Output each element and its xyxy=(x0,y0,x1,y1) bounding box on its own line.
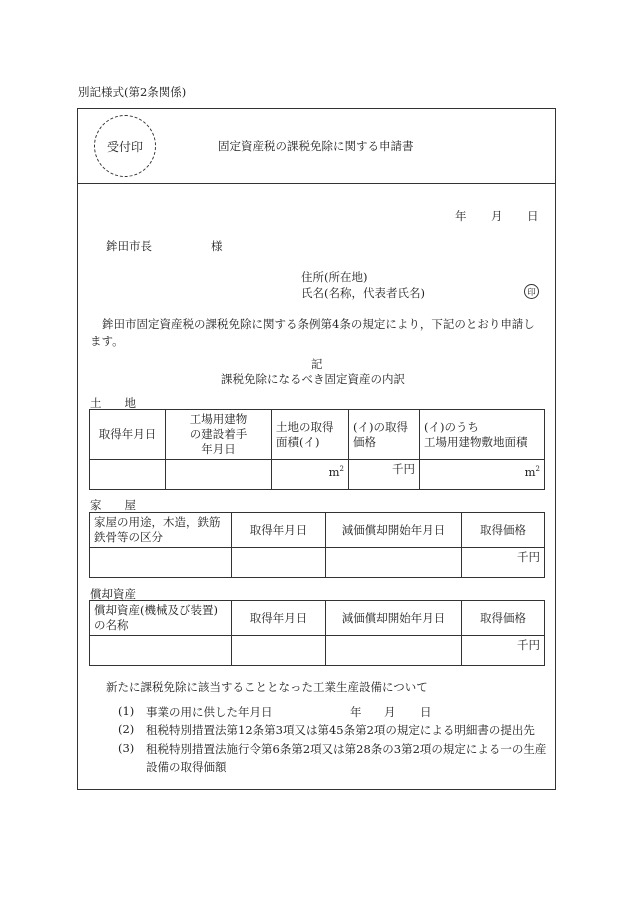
breakdown-title: 課税免除になるべき固定資産の内訳 xyxy=(221,372,405,386)
land-area-cell[interactable] xyxy=(272,460,349,490)
land-acquired-date-cell[interactable] xyxy=(90,460,166,490)
price-unit: 千円 xyxy=(517,638,540,652)
list-item-text: 租税特別措置法第12条第3項又は第45条第2項の規定による明細書の提出先 xyxy=(146,723,535,737)
depreciable-header-name xyxy=(90,601,232,636)
land-header-site-area xyxy=(420,410,545,460)
new-equipment-intro: 新たに課税免除に該当することとなった工業生産設備について xyxy=(106,680,428,694)
area-unit: m xyxy=(328,464,340,479)
list-item-number: (3) xyxy=(118,741,135,755)
house-header-depreciation-start: 減価償却開始年月日 xyxy=(326,513,462,548)
date-month: 月 xyxy=(384,705,396,719)
header-line: の名称 xyxy=(94,618,129,632)
site-area-unit-sup: 2 xyxy=(535,465,540,473)
form-reference-note: 別記様式(第2条関係) xyxy=(78,85,187,99)
header-line: 価格 xyxy=(353,434,376,449)
depreciable-price-cell[interactable] xyxy=(462,636,545,666)
land-table xyxy=(89,409,545,490)
date-day: 日 xyxy=(527,209,539,223)
house-header-acquired-date: 取得年月日 xyxy=(232,513,326,548)
reception-stamp xyxy=(94,115,156,177)
house-table xyxy=(89,512,545,578)
house-usage-cell[interactable] xyxy=(90,548,232,578)
addressee-suffix: 様 xyxy=(211,239,223,253)
depreciable-acquired-date-cell[interactable] xyxy=(232,636,326,666)
house-header-row xyxy=(90,513,545,548)
header-line: 工場用建物 xyxy=(189,412,248,426)
date-day: 日 xyxy=(420,705,432,719)
land-price-cell[interactable] xyxy=(349,460,420,490)
depreciable-section-label: 償却資産 xyxy=(90,587,136,601)
list-item xyxy=(118,704,538,720)
list-item-number: (2) xyxy=(118,722,135,736)
depreciable-header-row xyxy=(90,601,545,636)
header-line: 工場用建物敷地面積 xyxy=(424,434,528,449)
house-section-label: 家 屋 xyxy=(90,498,136,512)
depreciable-header-price: 取得価格 xyxy=(462,601,545,636)
area-unit-sup: 2 xyxy=(339,465,344,473)
stamp-label: 受付印 xyxy=(106,139,143,154)
land-header-construction-start xyxy=(166,410,272,460)
application-statement: 鉾田市固定資産税の課税免除に関する条例第4条の規定により，下記のとおり申請します。 xyxy=(90,317,535,348)
document-title: 固定資産税の課税免除に関する申請書 xyxy=(218,139,414,153)
house-depreciation-start-cell[interactable] xyxy=(326,548,462,578)
header-line: の建設着手 xyxy=(189,427,248,441)
depreciable-header-acquired-date: 取得年月日 xyxy=(232,601,326,636)
list-item-text-continued: 設備の取得価額 xyxy=(146,760,227,774)
header-line: (イ)のうち xyxy=(424,419,479,434)
land-entry-row xyxy=(90,460,545,490)
price-unit: 千円 xyxy=(392,462,415,476)
date-year: 年 xyxy=(455,209,467,223)
house-acquired-date-cell[interactable] xyxy=(232,548,326,578)
site-area-unit: m xyxy=(524,464,536,479)
depreciable-entry-row xyxy=(90,636,545,666)
addressee-name: 鉾田市長 xyxy=(106,239,152,253)
header-line: 家屋の用途，木造，鉄筋 xyxy=(94,515,221,529)
land-header-area xyxy=(272,410,349,460)
header-line: (イ)の取得 xyxy=(353,419,408,434)
applicant-name-label: 氏名(名称，代表者氏名) xyxy=(301,286,425,300)
list-item xyxy=(118,722,538,738)
house-header-price: 取得価格 xyxy=(462,513,545,548)
seal-mark xyxy=(524,284,539,299)
date-month: 月 xyxy=(491,209,503,223)
ki-heading: 記 xyxy=(311,357,323,371)
depreciable-depreciation-start-cell[interactable] xyxy=(326,636,462,666)
house-entry-row xyxy=(90,548,545,578)
land-header-price xyxy=(349,410,420,460)
applicant-address-label: 住所(所在地) xyxy=(301,270,368,284)
list-item-text: 租税特別措置法施行令第6条第2項又は第28条の3第2項の規定による一の生産 xyxy=(146,742,547,756)
land-construction-start-cell[interactable] xyxy=(166,460,272,490)
land-header-acquired-date: 取得年月日 xyxy=(90,410,166,460)
list-item xyxy=(118,741,547,777)
list-item-text: 事業の用に供した年月日 xyxy=(146,705,273,719)
land-section-label: 土 地 xyxy=(90,396,136,410)
house-price-cell[interactable] xyxy=(462,548,545,578)
land-site-area-cell[interactable] xyxy=(420,460,545,490)
depreciable-table xyxy=(89,600,545,666)
header-line: 面積(イ) xyxy=(276,434,320,449)
date-year: 年 xyxy=(350,705,362,719)
header-line: 土地の取得 xyxy=(276,419,334,434)
house-header-usage xyxy=(90,513,232,548)
header-line: 鉄骨等の区分 xyxy=(94,530,163,544)
list-item-number: (1) xyxy=(118,704,135,718)
depreciable-name-cell[interactable] xyxy=(90,636,232,666)
land-header-row xyxy=(90,410,545,460)
header-line: 償却資産(機械及び装置) xyxy=(94,603,218,617)
depreciable-header-depreciation-start: 減価償却開始年月日 xyxy=(326,601,462,636)
header-line: 年月日 xyxy=(201,442,236,456)
price-unit: 千円 xyxy=(517,550,540,564)
seal-label: 印 xyxy=(527,287,536,298)
